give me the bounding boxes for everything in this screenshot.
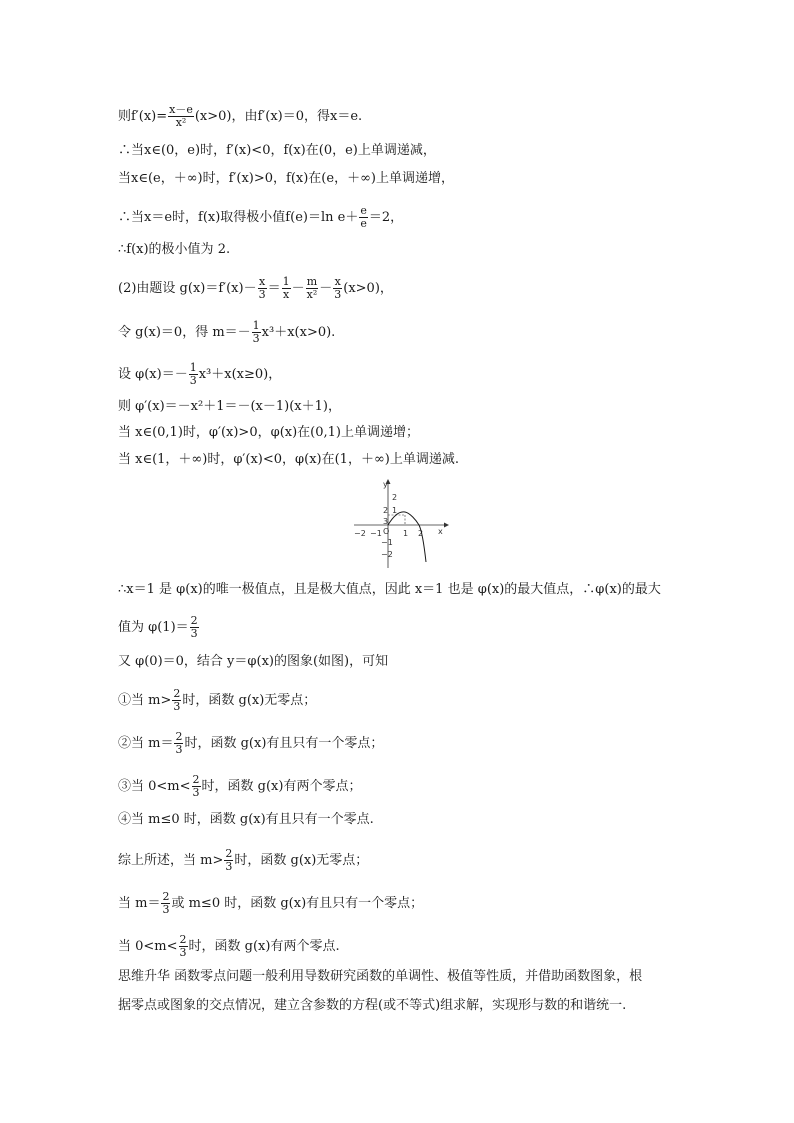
line-phi-derivative: 则 φ′(x)＝－x²＋1＝－(x－1)(x＋1)， <box>118 399 341 414</box>
line-summary-3: 当 0<m< $\frac{2}{3}$ 时，函数 g(x)有两个零点. <box>118 933 340 959</box>
fraction: $\frac{x}{3}$ <box>258 275 266 301</box>
x-axis-arrow <box>444 523 449 528</box>
line-case-3: ③当 0<m< $\frac{2}{3}$ 时，函数 g(x)有两个零点； <box>118 773 362 799</box>
fraction: $\frac{1}{3}$ <box>252 319 260 345</box>
x-tick-label: −1 <box>370 529 382 538</box>
line-g-zero: 令 g(x)＝0，得 m＝－ $\frac{1}{3}$ x³＋x(x>0). <box>118 319 336 345</box>
fraction: $\frac{2}{3}$ <box>179 933 187 959</box>
fraction: $\frac{2}{3}$ <box>225 847 233 873</box>
y-tick-label: 3 <box>383 517 389 526</box>
line-phi-increasing: 当 x∈(0,1)时，φ′(x)>0，φ(x)在(0,1)上单调递增； <box>118 425 419 440</box>
line-phi-definition: 设 φ(x)＝－ $\frac{1}{3}$ x³＋x(x≥0)， <box>118 361 282 387</box>
y-tick-label: −2 <box>381 550 393 559</box>
line-increasing: 当x∈(e，＋∞)时，f′(x)>0，f(x)在(e，＋∞)上单调递增， <box>118 171 454 186</box>
y-tick-label: 2 <box>383 506 389 515</box>
y-tick-label: 1 <box>392 506 398 515</box>
line-max-point: ∴x＝1 是 φ(x)的唯一极值点，且是极大值点，因此 x＝1 也是 φ(x)的最大值点，∴φ(x)的最大 <box>118 582 661 597</box>
line-decreasing: ∴当x∈(0，e)时，f′(x)<0，f(x)在(0，e)上单调递减， <box>118 143 436 158</box>
fraction: $\frac{m}{\text{x²}}$ <box>306 275 318 301</box>
fraction: $\frac{e}{e}$ <box>360 204 367 230</box>
line-case-4: ④当 m≤0 时，函数 g(x)有且只有一个零点. <box>118 812 374 827</box>
fraction: $\frac{2}{3}$ <box>190 614 198 640</box>
fraction: $\frac{2}{3}$ <box>175 730 183 756</box>
line-case-2: ②当 m＝ $\frac{2}{3}$ 时，函数 g(x)有且只有一个零点； <box>118 730 384 756</box>
fraction: $\frac{2}{3}$ <box>173 687 181 713</box>
line-min-value: ∴当x＝e时，f(x)取得极小值f(e)＝ln e＋ $\frac{e}{e}$ ＝2， <box>118 204 404 230</box>
fraction: $\frac{x-e}{\text{x²}}$ <box>169 103 193 129</box>
y-axis-label: y <box>383 480 388 489</box>
fraction: $\frac{2}{3}$ <box>162 890 170 916</box>
fraction: $\frac{x}{3}$ <box>334 275 342 301</box>
phi-graph-svg <box>350 478 450 570</box>
y-tick-label: −1 <box>381 538 393 547</box>
x-tick-label: 2 <box>418 529 424 538</box>
line-g-definition: (2)由题设 g(x)＝f′(x)－ $\frac{x}{3}$ ＝ $\frac{1}{x}$ － $\frac{m}{\text{x²}}$ － $\frac{x}{3}$ (x>0)， <box>118 275 393 301</box>
y-tick-label: 2 <box>392 493 398 502</box>
line-combine-graph: 又 φ(0)＝0，结合 y＝φ(x)的图象(如图)，可知 <box>118 654 389 669</box>
line-thinking-1: 思维升华 函数零点问题一般利用导数研究函数的单调性、极值等性质，并借助函数图象，根 <box>118 969 643 984</box>
line-case-1: ①当 m> $\frac{2}{3}$ 时，函数 g(x)无零点； <box>118 687 317 713</box>
phi-graph <box>350 478 450 570</box>
fraction: $\frac{2}{3}$ <box>192 773 200 799</box>
x-axis-label: x <box>438 527 443 536</box>
line-phi-decreasing: 当 x∈(1，＋∞)时，φ′(x)<0，φ(x)在(1，＋∞)上单调递减. <box>118 452 459 467</box>
line-thinking-2: 据零点或图象的交点情况，建立含参数的方程(或不等式)组求解，实现形与数的和谐统一. <box>118 998 627 1013</box>
line-min-conclusion: ∴f(x)的极小值为 2. <box>118 242 231 257</box>
x-tick-label: −2 <box>354 529 366 538</box>
line-derivative: 则f′(x)= $\frac{x-e}{\text{x²}}$ (x>0)，由f′(x)＝0，得x＝e. <box>118 103 363 129</box>
line-max-value: 值为 φ(1)＝ $\frac{2}{3}$ <box>118 614 198 640</box>
line-summary-1: 综上所述，当 m> $\frac{2}{3}$ 时，函数 g(x)无零点； <box>118 847 369 873</box>
x-tick-label: 1 <box>403 529 409 538</box>
fraction: $\frac{1}{3}$ <box>189 361 197 387</box>
origin-label: O <box>383 527 390 536</box>
line-summary-2: 当 m＝ $\frac{2}{3}$ 或 m≤0 时，函数 g(x)有且只有一个零点； <box>118 890 424 916</box>
fraction: $\frac{1}{x}$ <box>282 275 290 301</box>
